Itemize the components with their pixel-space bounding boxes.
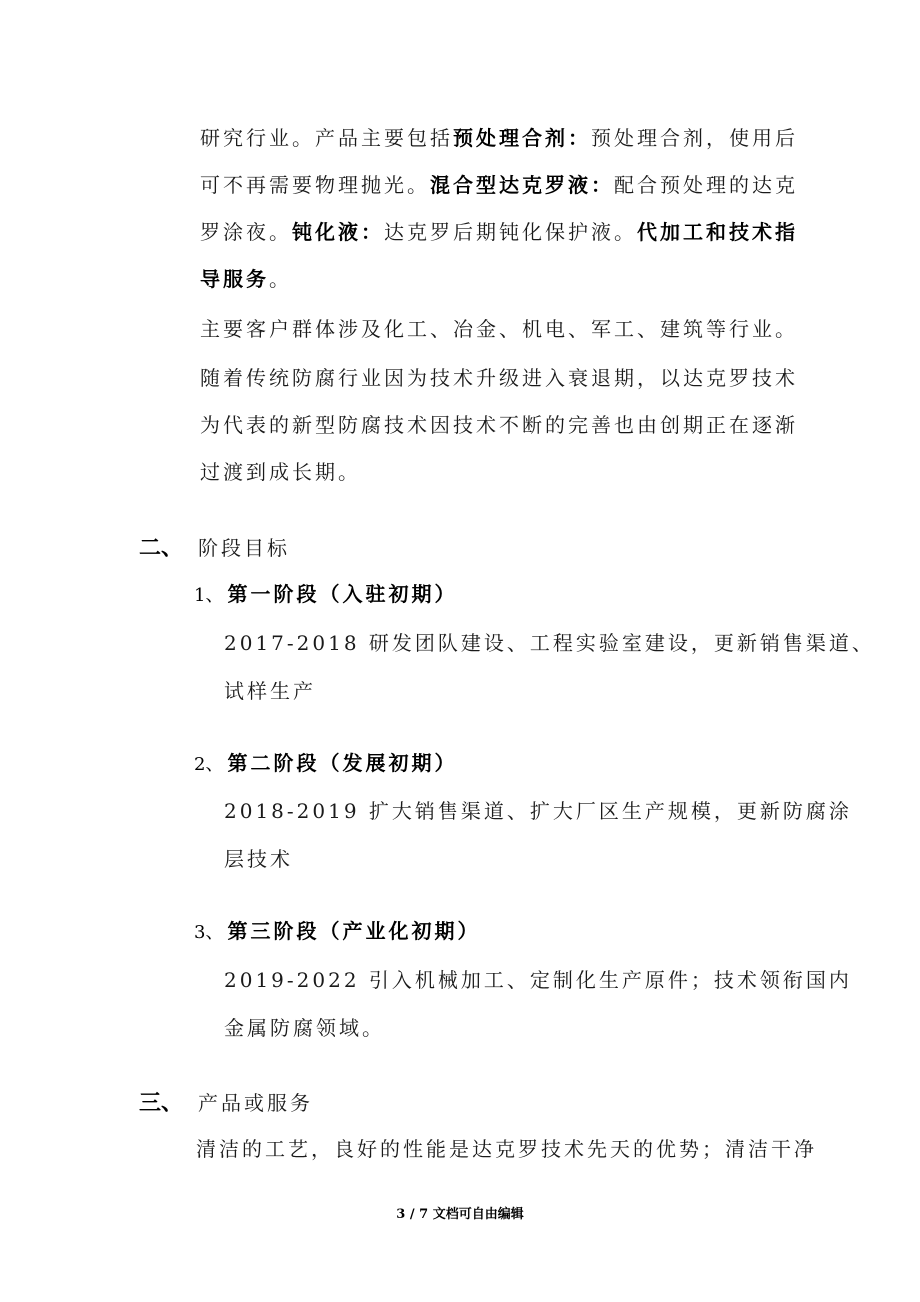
stage-1-line-2: 试样生产 xyxy=(224,679,316,703)
stage-3-line-2: 金属防腐领域。 xyxy=(224,1016,385,1040)
stage-1-heading xyxy=(194,580,457,610)
customer-line-4: 过渡到成长期。 xyxy=(200,460,361,484)
section-3-line-1: 清洁的工艺，良好的性能是达克罗技术先天的优势；清洁干净 xyxy=(196,1137,817,1161)
text: 预处理合剂，使用后 xyxy=(591,126,798,150)
stage-3-title: 第三阶段（产业化初期） xyxy=(227,919,481,943)
section-2-number: 二、 xyxy=(139,535,184,561)
bold-term-pretreatment: 预处理合剂： xyxy=(453,126,591,150)
stage-2-line-2: 层技术 xyxy=(224,847,293,871)
stage-2-number: 2、 xyxy=(194,754,224,775)
bold-term-oem-service: 代加工和技术指 xyxy=(637,220,798,244)
bold-term-dacromet-liquid: 混合型达克罗液： xyxy=(430,173,614,197)
text: 研究行业。产品主要包括 xyxy=(200,126,453,150)
section-3-number: 三、 xyxy=(139,1090,184,1116)
text: 配合预处理的达克 xyxy=(614,173,798,197)
text: 可不再需要物理抛光。 xyxy=(200,173,430,197)
stage-2-heading xyxy=(194,749,457,779)
intro-line-1 xyxy=(200,124,798,152)
stage-1-title: 第一阶段（入驻初期） xyxy=(227,582,458,606)
text: 罗涂夜。 xyxy=(200,220,292,244)
bold-term-guidance: 导服务 xyxy=(200,267,269,291)
stage-1-number: 1、 xyxy=(194,585,224,606)
stage-3-heading xyxy=(194,917,480,947)
text: 达克罗后期钝化保护液。 xyxy=(384,220,637,244)
stage-3-number: 3、 xyxy=(194,922,224,943)
page-footer: 3 / 7 文档可自由编辑 xyxy=(396,1207,524,1222)
stage-1-line-1: 2017-2018 研发团队建设、工程实验室建设，更新销售渠道、 xyxy=(224,631,875,655)
stage-3-line-1: 2019-2022 引入机械加工、定制化生产原件；技术领衔国内 xyxy=(224,968,852,992)
customer-line-1: 主要客户群体涉及化工、冶金、机电、军工、建筑等行业。 xyxy=(200,317,798,341)
intro-line-2 xyxy=(200,171,798,199)
section-2-title: 阶段目标 xyxy=(198,536,290,560)
stage-2-line-1: 2018-2019 扩大销售渠道、扩大厂区生产规模，更新防腐涂 xyxy=(224,799,852,823)
customer-line-2: 随着传统防腐行业因为技术升级进入衰退期，以达克罗技术 xyxy=(200,366,798,390)
intro-line-4 xyxy=(200,265,292,293)
bold-term-passivation: 钝化液： xyxy=(292,220,384,244)
section-3-title: 产品或服务 xyxy=(198,1091,313,1115)
customer-line-3: 为代表的新型防腐技术因技术不断的完善也由创期正在逐渐 xyxy=(200,413,798,437)
stage-2-title: 第二阶段（发展初期） xyxy=(227,751,458,775)
text: 。 xyxy=(269,267,292,291)
intro-line-3 xyxy=(200,218,798,246)
